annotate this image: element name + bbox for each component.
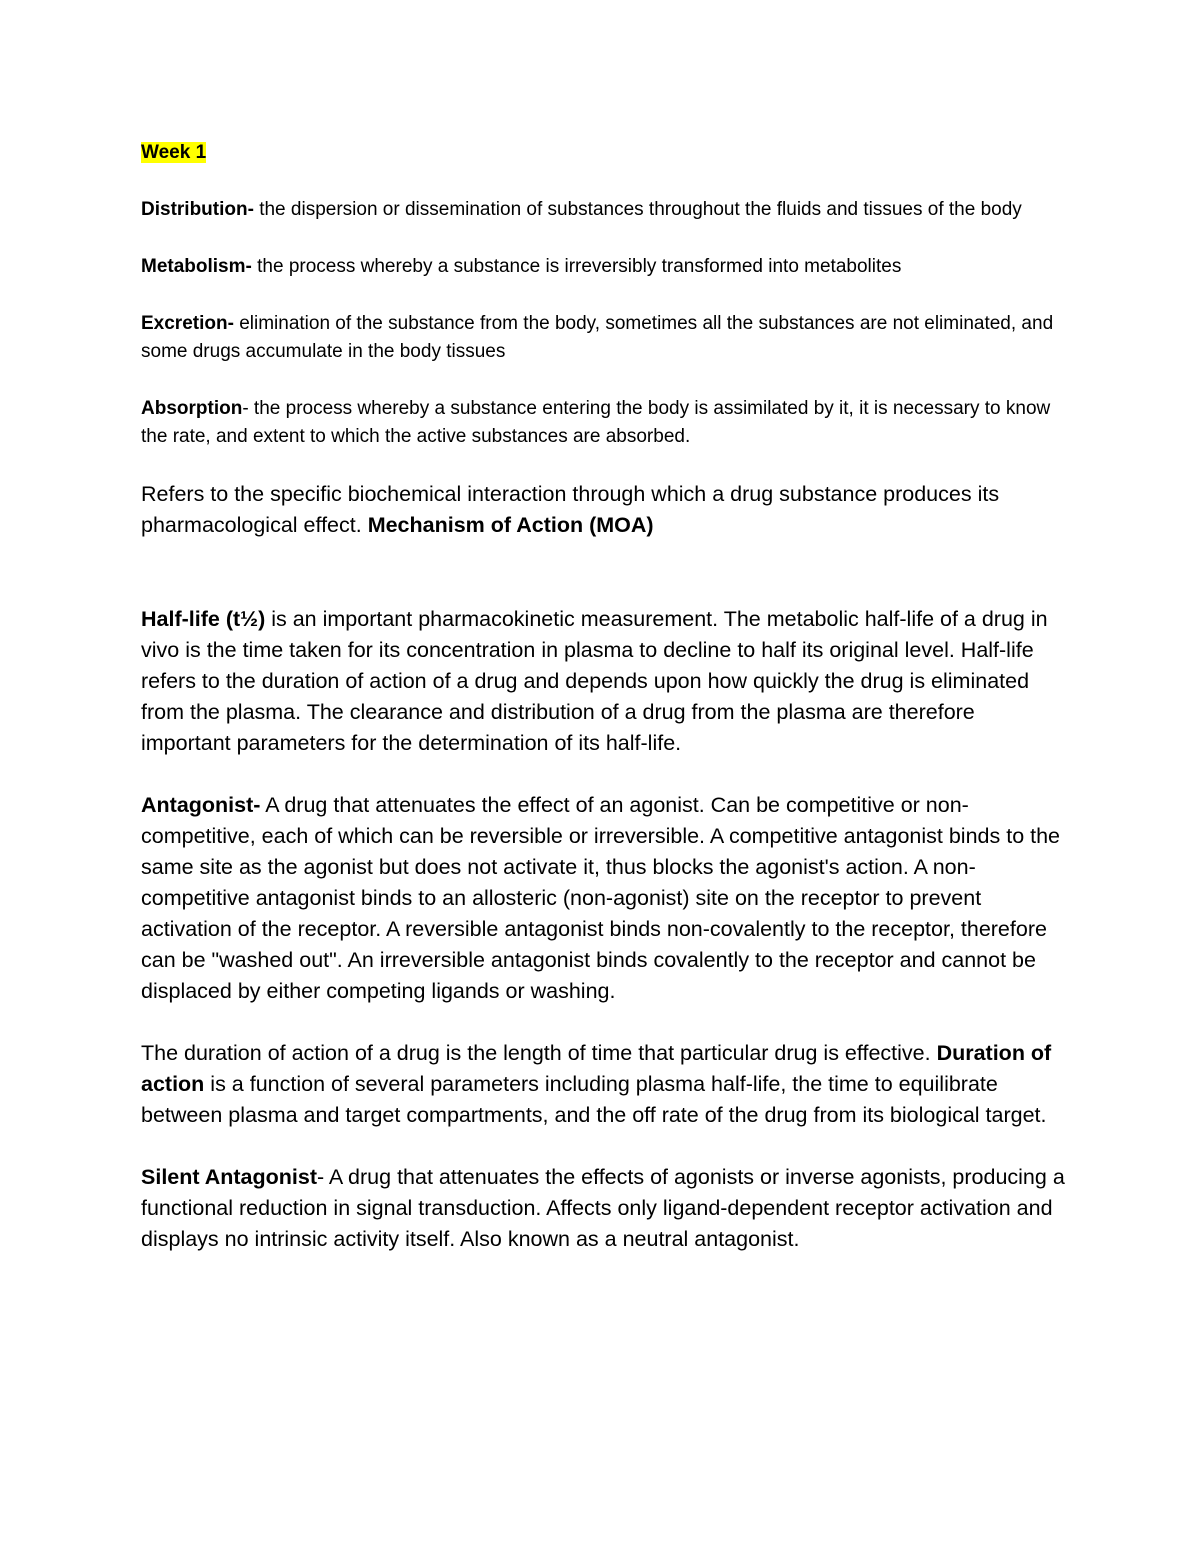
excretion-definition	[141, 310, 1066, 366]
distribution-text: the dispersion or dissemination of substances throughout the fluids and tissues of the body	[253, 199, 1022, 220]
metabolism-definition	[141, 253, 1066, 281]
metabolism-text: the process whereby a substance is irreversibly transformed into metabolites	[251, 256, 902, 277]
distribution-definition	[141, 196, 1066, 224]
halflife-text: is an important pharmacokinetic measurement. The metabolic half-life of a drug in vivo is the time taken for its concentration in plasma to decline to half its original level. Half-life refers to the duration of action of a drug and depends upon how quickly the drug is eliminated from the plasma. The clearance and distribution of a drug from the plasma are therefore important parameters for the determination of its half-life.	[141, 607, 1048, 755]
duration-text-after: is a function of several parameters including plasma half-life, the time to equilibrate between plasma and target compartments, and the off rate of the drug from its biological target.	[141, 1072, 1047, 1127]
week-title: Week 1	[141, 142, 207, 163]
metabolism-term: Metabolism-	[141, 256, 252, 277]
antagonist-text: A drug that attenuates the effect of an agonist. Can be competitive or non-competitive, each of which can be reversible or irreversible. A competitive antagonist binds to the same site as the agonist but does not activate it, thus blocks the agonist's action. A non-competitive antagonist binds to an allosteric (non-agonist) site on the receptor to prevent activation of the receptor. A reversible antagonist binds non-covalently to the receptor, therefore can be "washed out". An irreversible antagonist binds covalently to the receptor and cannot be displaced by either competing ligands or washing.	[141, 793, 1061, 1003]
duration-definition	[141, 1038, 1066, 1131]
halflife-term: Half-life (t½)	[141, 607, 266, 631]
week-heading	[141, 139, 1066, 167]
halflife-definition	[141, 604, 1066, 759]
moa-definition	[141, 479, 1066, 541]
excretion-text: elimination of the substance from the body, sometimes all the substances are not eliminated, and some drugs accumulate in the body tissues	[141, 313, 1054, 362]
duration-text-before: The duration of action of a drug is the length of time that particular drug is effective.	[141, 1041, 937, 1065]
moa-text: Refers to the specific biochemical interaction through which a drug substance produces its pharmacological effect.	[141, 482, 1000, 537]
excretion-term: Excretion-	[141, 313, 234, 334]
antagonist-term: Antagonist-	[141, 793, 261, 817]
silent-antagonist-text: - A drug that attenuates the effects of agonists or inverse agonists, producing a functional reduction in signal transduction. Affects only ligand-dependent receptor activation and displays no intrinsic activity itself. Also known as a neutral antagonist.	[141, 1165, 1065, 1251]
absorption-definition	[141, 395, 1066, 451]
document-page	[141, 139, 1066, 1255]
absorption-term: Absorption	[141, 398, 243, 419]
silent-antagonist-term: Silent Antagonist	[141, 1165, 317, 1189]
silent-antagonist-definition	[141, 1162, 1066, 1255]
duration-term: Duration of action	[141, 1041, 1052, 1096]
distribution-term: Distribution-	[141, 199, 254, 220]
antagonist-definition	[141, 790, 1066, 1007]
absorption-text: - the process whereby a substance entering the body is assimilated by it, it is necessary to know the rate, and extent to which the active substances are absorbed.	[141, 398, 1051, 447]
moa-term: Mechanism of Action (MOA)	[367, 513, 654, 537]
